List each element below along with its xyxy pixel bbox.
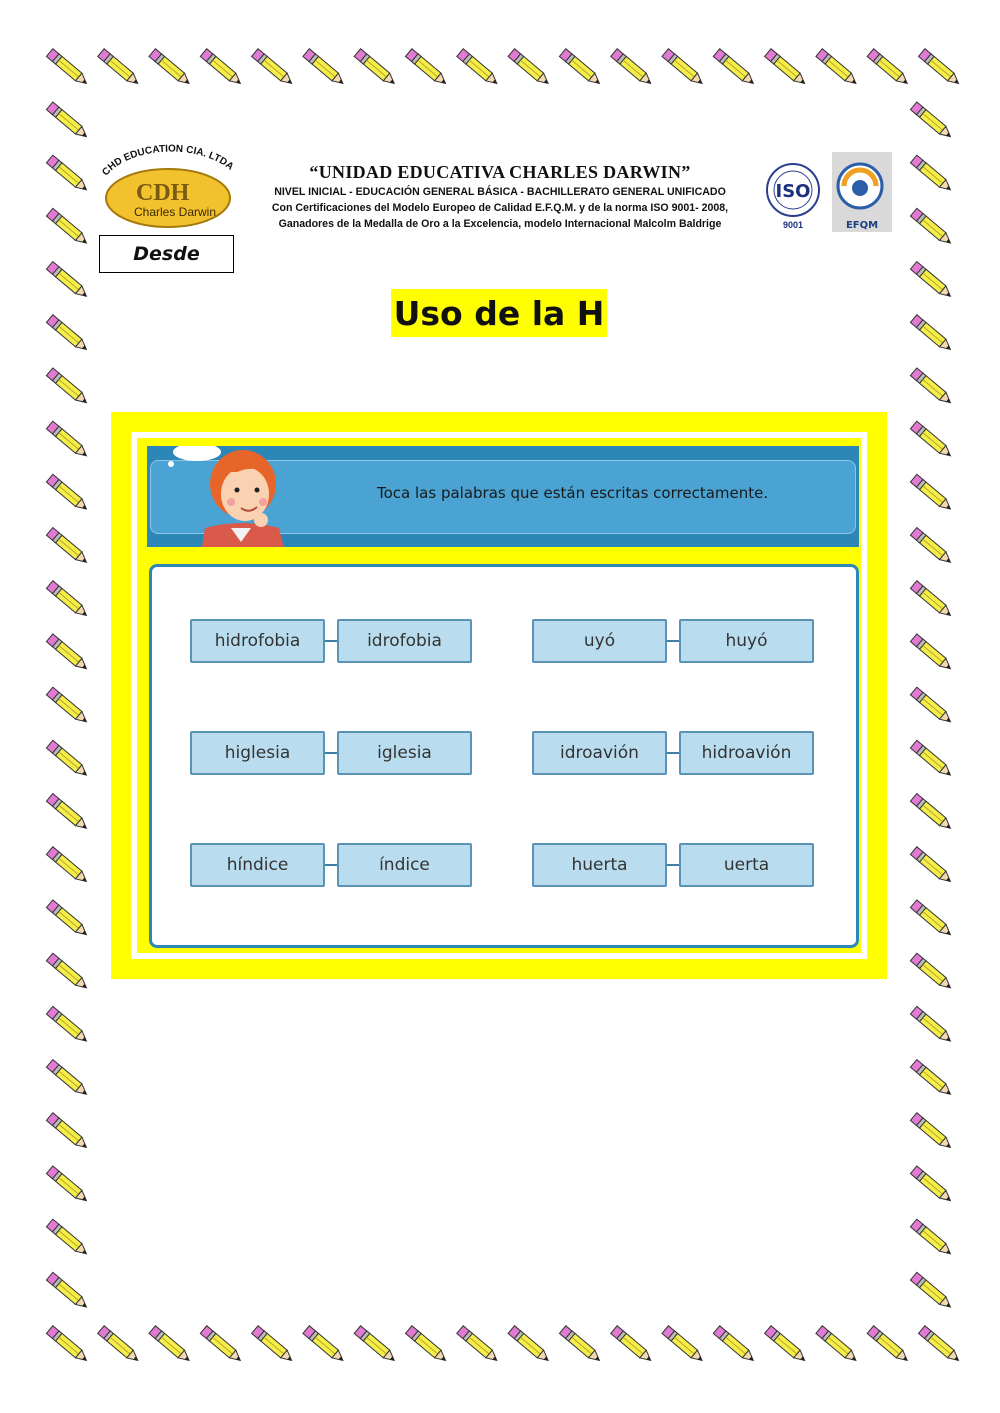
school-name: “UNIDAD EDUCATIVA CHARLES DARWIN” (309, 162, 691, 182)
pencil-icon (46, 687, 89, 726)
pencil-icon (46, 900, 89, 939)
pencil-icon (910, 262, 953, 301)
word-option[interactable]: higlesia (190, 731, 325, 775)
girl-illustration (161, 446, 311, 547)
pencil-icon (867, 1326, 910, 1365)
pencil-icon (910, 368, 953, 407)
pencil-icon (98, 1326, 141, 1365)
pencil-icon (303, 1326, 346, 1365)
pencil-icon (662, 1326, 705, 1365)
pencil-icon (765, 1326, 808, 1365)
pencil-icon (662, 49, 705, 88)
efqm-badge (830, 150, 894, 234)
words-area (149, 564, 859, 948)
pencil-icon (910, 847, 953, 886)
pencil-icon (910, 794, 953, 833)
school-awards: Ganadores de la Medalla de Oro a la Excelencia, modelo Internacional Malcolm Baldrige (278, 218, 722, 230)
pencil-icon (46, 634, 89, 673)
word-pair (532, 619, 814, 663)
pencil-icon (46, 315, 89, 354)
pencil-icon (252, 1326, 295, 1365)
pencil-icon (910, 740, 953, 779)
pencil-icon (910, 900, 953, 939)
iso-label: ISO (775, 181, 811, 202)
word-option[interactable]: idroavión (532, 731, 667, 775)
pencil-icon (867, 49, 910, 88)
word-pair (532, 731, 814, 775)
pencil-icon (910, 474, 953, 513)
pencil-icon (508, 1326, 551, 1365)
pencil-icon (406, 49, 449, 88)
logo-arc-text: CHD EDUCATION CIA. LTDA (100, 143, 236, 179)
school-logo (96, 140, 246, 236)
pencil-icon (46, 1113, 89, 1152)
word-option[interactable]: iglesia (337, 731, 472, 775)
word-option[interactable]: híndice (190, 843, 325, 887)
pencil-icon (457, 1326, 500, 1365)
pencil-icon (910, 953, 953, 992)
pencil-icon (46, 1060, 89, 1099)
pencil-icon (46, 740, 89, 779)
pencil-icon (46, 581, 89, 620)
word-option[interactable]: hidroavión (679, 731, 814, 775)
word-pair (190, 731, 472, 775)
pencil-icon (559, 1326, 602, 1365)
pencil-icon (46, 155, 89, 194)
word-pair (190, 843, 472, 887)
pencil-icon (354, 1326, 397, 1365)
pencil-icon (559, 49, 602, 88)
pencil-icon (713, 49, 756, 88)
school-levels: NIVEL INICIAL - EDUCACIÓN GENERAL BÁSICA - BACHILLERATO GENERAL UNIFICADO (274, 186, 726, 198)
pencil-icon (354, 49, 397, 88)
pair-connector (325, 864, 337, 866)
pair-connector (325, 640, 337, 642)
pencil-icon (46, 421, 89, 460)
logo-name: Charles Darwin (134, 205, 217, 219)
pencil-icon (611, 49, 654, 88)
pencil-icon (200, 49, 243, 88)
pencil-icon (46, 1166, 89, 1205)
word-option[interactable]: huerta (532, 843, 667, 887)
pencil-icon (910, 1060, 953, 1099)
pencil-icon (919, 1326, 962, 1365)
pencil-icon (765, 49, 808, 88)
pencil-icon (46, 102, 89, 141)
school-certifications: Con Certificaciones del Modelo Europeo de Calidad E.F.Q.M. y de la norma ISO 9001- 2008, (271, 202, 729, 214)
pencil-icon (46, 794, 89, 833)
pencil-icon (406, 1326, 449, 1365)
pencil-icon (910, 315, 953, 354)
pencil-icon (46, 1006, 89, 1045)
pencil-icon (46, 474, 89, 513)
pencil-icon (910, 1113, 953, 1152)
pencil-icon (910, 1166, 953, 1205)
pair-connector (667, 864, 679, 866)
pencil-icon (910, 1006, 953, 1045)
desde-box (99, 235, 234, 273)
pencil-icon (46, 368, 89, 407)
word-option[interactable]: huyó (679, 619, 814, 663)
pencil-icon (508, 49, 551, 88)
pencil-icon (816, 49, 859, 88)
instruction-banner (147, 446, 859, 547)
pencil-icon (98, 49, 141, 88)
pair-connector (325, 752, 337, 754)
pencil-icon (46, 208, 89, 247)
word-pair (532, 843, 814, 887)
word-option[interactable]: uyó (532, 619, 667, 663)
page-title (391, 289, 607, 337)
word-option[interactable]: idrofobia (337, 619, 472, 663)
pencil-icon (910, 634, 953, 673)
logo-monogram: CDH (136, 180, 190, 206)
pencil-icon (910, 155, 953, 194)
pencil-icon (910, 687, 953, 726)
word-option[interactable]: índice (337, 843, 472, 887)
iso-number: 9001 (782, 220, 804, 230)
word-option[interactable]: uerta (679, 843, 814, 887)
pencil-icon (910, 1219, 953, 1258)
pencil-icon (46, 847, 89, 886)
pencil-icon (910, 1272, 953, 1311)
pencil-icon (910, 581, 953, 620)
pencil-icon (910, 528, 953, 567)
pair-connector (667, 752, 679, 754)
pencil-icon (46, 262, 89, 301)
pencil-icon (200, 1326, 243, 1365)
pencil-icon (149, 1326, 192, 1365)
instruction-text: Toca las palabras que están escritas correctamente. (377, 484, 769, 502)
pencil-icon (46, 49, 89, 88)
pencil-icon (910, 102, 953, 141)
pencil-icon (816, 1326, 859, 1365)
pencil-icon (46, 1326, 89, 1365)
activity-background (137, 438, 861, 953)
pencil-icon (149, 49, 192, 88)
pencil-icon (252, 49, 295, 88)
pencil-icon (46, 1272, 89, 1311)
pencil-icon (910, 421, 953, 460)
pencil-icon (46, 1219, 89, 1258)
desde-label: Desde (133, 243, 200, 265)
pencil-icon (611, 1326, 654, 1365)
pencil-icon (46, 953, 89, 992)
pencil-icon (303, 49, 346, 88)
pencil-icon (46, 528, 89, 567)
pencil-icon (910, 208, 953, 247)
pencil-icon (919, 49, 962, 88)
efqm-label: EFQM (845, 220, 879, 231)
pencil-icon (457, 49, 500, 88)
iso-badge (765, 160, 821, 232)
activity-inner (131, 432, 867, 959)
word-pair (190, 619, 472, 663)
page-title-text: Uso de la H (393, 293, 605, 333)
word-option[interactable]: hidrofobia (190, 619, 325, 663)
pair-connector (667, 640, 679, 642)
pencil-icon (713, 1326, 756, 1365)
activity-frame (111, 412, 887, 979)
